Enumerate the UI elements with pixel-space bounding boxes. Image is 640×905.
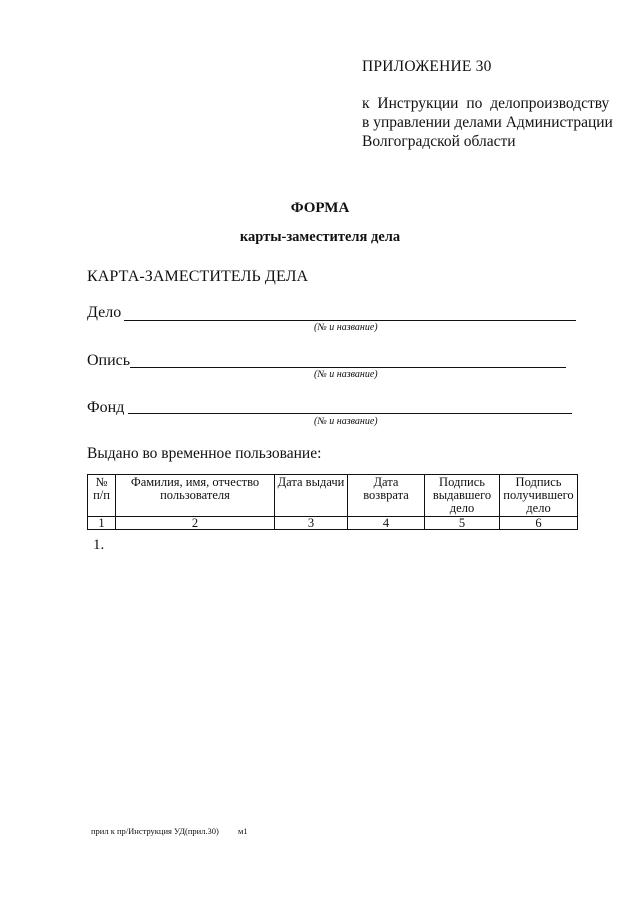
column-number: 3 [275, 517, 348, 530]
issued-label: Выдано во временное пользование: [87, 445, 322, 462]
appendix-reference-line-1: к Инструкции по делопроизводству [362, 95, 610, 112]
form-subtitle: карты-заместителя дела [239, 229, 401, 245]
column-header-issue-date: Дата выдачи [275, 475, 348, 517]
field-label-delo: Дело [87, 304, 122, 321]
column-header-receiver-signature: Подпись получившего дело [500, 475, 578, 517]
appendix-reference-line-3: Волгоградской области [362, 133, 516, 150]
column-header-issuer-signature: Подпись выдавшего дело [425, 475, 500, 517]
card-title: КАРТА-ЗАМЕСТИТЕЛЬ ДЕЛА [87, 268, 309, 285]
field-label-opis: Опись [87, 352, 131, 369]
field-hint-fond: (№ и название) [314, 416, 378, 427]
field-hint-opis: (№ и название) [314, 369, 378, 380]
field-line-delo[interactable] [124, 320, 576, 321]
issue-journal-table [87, 474, 578, 530]
field-hint-delo: (№ и название) [314, 322, 378, 333]
column-number: 4 [348, 517, 425, 530]
column-number: 6 [500, 517, 578, 530]
footer-mark: м1 [238, 826, 248, 836]
column-header-number: № п/п [88, 475, 116, 517]
table-header-row [88, 475, 578, 517]
appendix-reference-line-2: в управлении делами Администрации [362, 114, 613, 131]
column-number: 1 [88, 517, 116, 530]
form-title: ФОРМА [290, 200, 350, 216]
footer-file-path: прил к пр/Инструкция УД(прил.30) [91, 826, 219, 836]
column-header-user-name: Фамилия, имя, отчество пользователя [116, 475, 275, 517]
field-label-fond: Фонд [87, 399, 125, 416]
field-line-opis[interactable] [130, 367, 566, 368]
first-row-number: 1. [93, 537, 105, 553]
column-number: 2 [116, 517, 275, 530]
field-line-fond[interactable] [128, 413, 572, 414]
column-header-return-date: Дата возврата [348, 475, 425, 517]
appendix-title: ПРИЛОЖЕНИЕ 30 [362, 58, 492, 75]
table-column-number-row [88, 517, 578, 530]
column-number: 5 [425, 517, 500, 530]
